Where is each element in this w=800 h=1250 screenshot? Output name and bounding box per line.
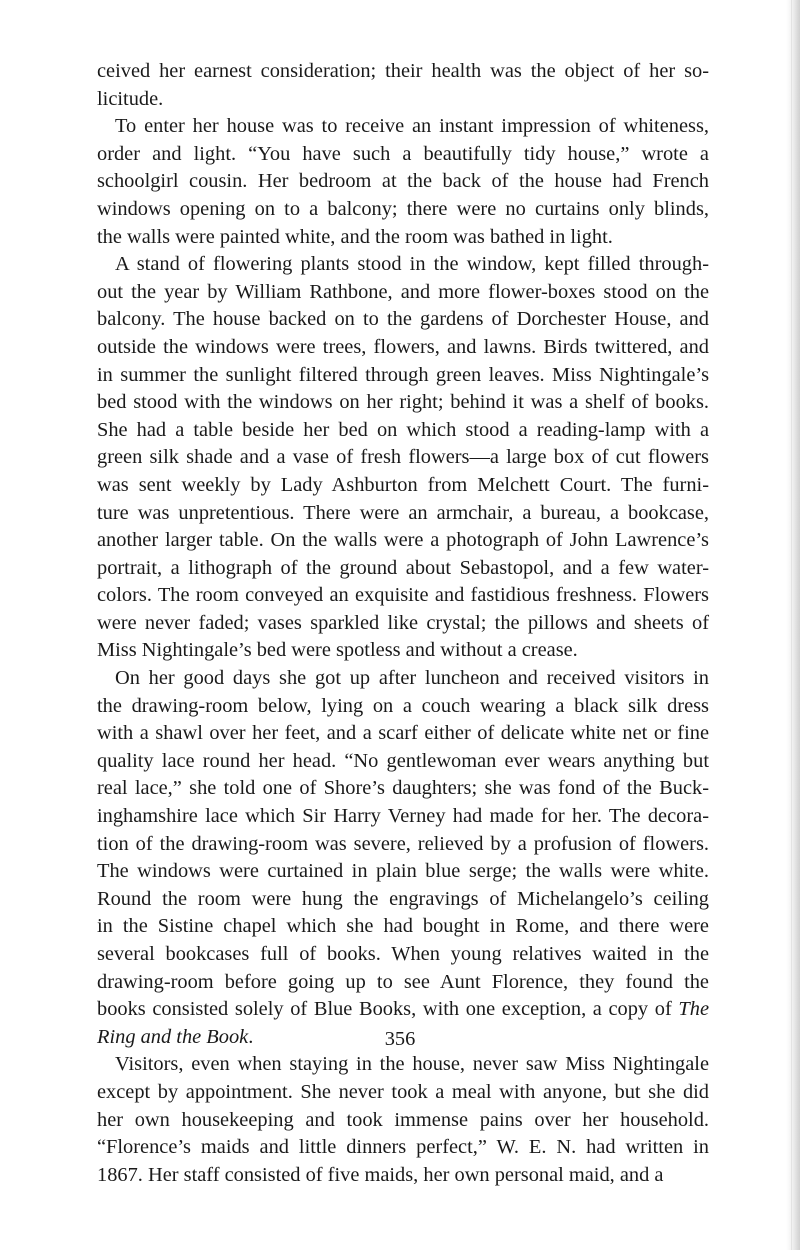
paragraph-5 xyxy=(97,1051,709,1189)
paragraph-3 xyxy=(97,251,709,665)
text-line: except by appointment. She never took a meal with anyone, but she did xyxy=(97,1080,709,1103)
text-line: was sent weekly by Lady Ashburton from Melchett Court. The furni- xyxy=(97,473,709,496)
text-line: A stand of flowering plants stood in the window, kept filled through- xyxy=(115,253,709,276)
paragraph-4 xyxy=(97,665,709,1051)
book-title-part: The xyxy=(678,998,709,1021)
text-line: Visitors, even when staying in the house, never saw Miss Nightingale xyxy=(115,1053,709,1076)
text-line: order and light. “You have such a beautifully tidy house,” wrote a xyxy=(97,142,709,165)
text-line: in the Sistine chapel which she had bought in Rome, and there were xyxy=(97,915,709,938)
text-line: colors. The room conveyed an exquisite and fastidious freshness. Flowers xyxy=(97,584,709,607)
paragraph-2 xyxy=(97,113,709,251)
text-line xyxy=(97,996,709,1024)
body-text xyxy=(97,58,709,1189)
page-number: 356 xyxy=(384,1028,416,1050)
text-line: Round the room were hung the engravings of Michelangelo’s ceiling xyxy=(97,887,709,910)
text-line: Miss Nightingale’s bed were spotless and without a crease. xyxy=(97,639,578,662)
text-line: ceived her earnest consideration; their health was the object of her so- xyxy=(97,60,709,82)
text-line: schoolgirl cousin. Her bedroom at the back of the house had French xyxy=(97,170,709,193)
text-line: windows opening on to a balcony; there were no curtains only blinds, xyxy=(97,197,709,220)
text-line: To enter her house was to receive an instant impression of whiteness, xyxy=(115,115,709,138)
text-line: tion of the drawing-room was severe, relieved by a profusion of flowers. xyxy=(97,832,709,855)
text-line: balcony. The house backed on to the gardens of Dorchester House, and xyxy=(97,308,709,331)
text-line: “Florence’s maids and little dinners perfect,” W. E. N. had written in xyxy=(97,1136,709,1159)
text-line: drawing-room before going up to see Aunt Florence, they found the xyxy=(97,970,709,993)
text-line: On her good days she got up after luncheon and received visitors in xyxy=(115,667,709,690)
text-line: were never faded; vases sparkled like crystal; the pillows and sheets of xyxy=(97,611,709,634)
text-line: The windows were curtained in plain blue serge; the walls were white. xyxy=(97,860,709,883)
text-line: another larger table. On the walls were a photograph of John Lawrence’s xyxy=(97,529,709,552)
text-line: several bookcases full of books. When young relatives waited in the xyxy=(97,943,709,965)
text-line: She had a table beside her bed on which stood a reading-lamp with a xyxy=(97,418,709,441)
page-edge-shadow xyxy=(786,0,800,1250)
text-line: quality lace round her head. “No gentlewoman ever wears anything but xyxy=(97,749,709,772)
text-line: the drawing-room below, lying on a couch wearing a black silk dress xyxy=(97,694,709,717)
book-title-part: Ring and the Book xyxy=(97,1025,249,1048)
sentence-end: . xyxy=(248,1025,254,1048)
text-line: ture was unpretentious. There were an armchair, a bureau, a bookcase, xyxy=(97,501,709,524)
text-line: bed stood with the windows on her right; behind it was a shelf of books. xyxy=(97,391,709,414)
text-line: the walls were painted white, and the room was bathed in light. xyxy=(97,225,613,248)
text-line: her own housekeeping and took immense pains over her household. xyxy=(97,1108,709,1131)
paragraph-1 xyxy=(97,58,709,113)
text-line: green silk shade and a vase of fresh flowers—a large box of cut flowers xyxy=(97,446,709,469)
text-line: with a shawl over her feet, and a scarf either of delicate white net or fine xyxy=(97,722,709,745)
text-line: licitude. xyxy=(97,87,164,110)
text-line: 1867. Her staff consisted of five maids, her own personal maid, and a xyxy=(97,1163,664,1186)
text-line: in summer the sunlight filtered through green leaves. Miss Nightingale’s xyxy=(97,363,709,386)
text-line: real lace,” she told one of Shore’s daughters; she was fond of the Buck- xyxy=(97,777,709,800)
text-line: out the year by William Rathbone, and more flower-boxes stood on the xyxy=(97,280,709,303)
text-line: portrait, a lithograph of the ground about Sebastopol, and a few water- xyxy=(97,556,709,579)
text-line: inghamshire lace which Sir Harry Verney had made for her. The decora- xyxy=(97,805,709,828)
line-text: books consisted solely of Blue Books, with one exception, a copy of xyxy=(97,998,672,1021)
text-line: outside the windows were trees, flowers, and lawns. Birds twittered, and xyxy=(97,335,709,358)
